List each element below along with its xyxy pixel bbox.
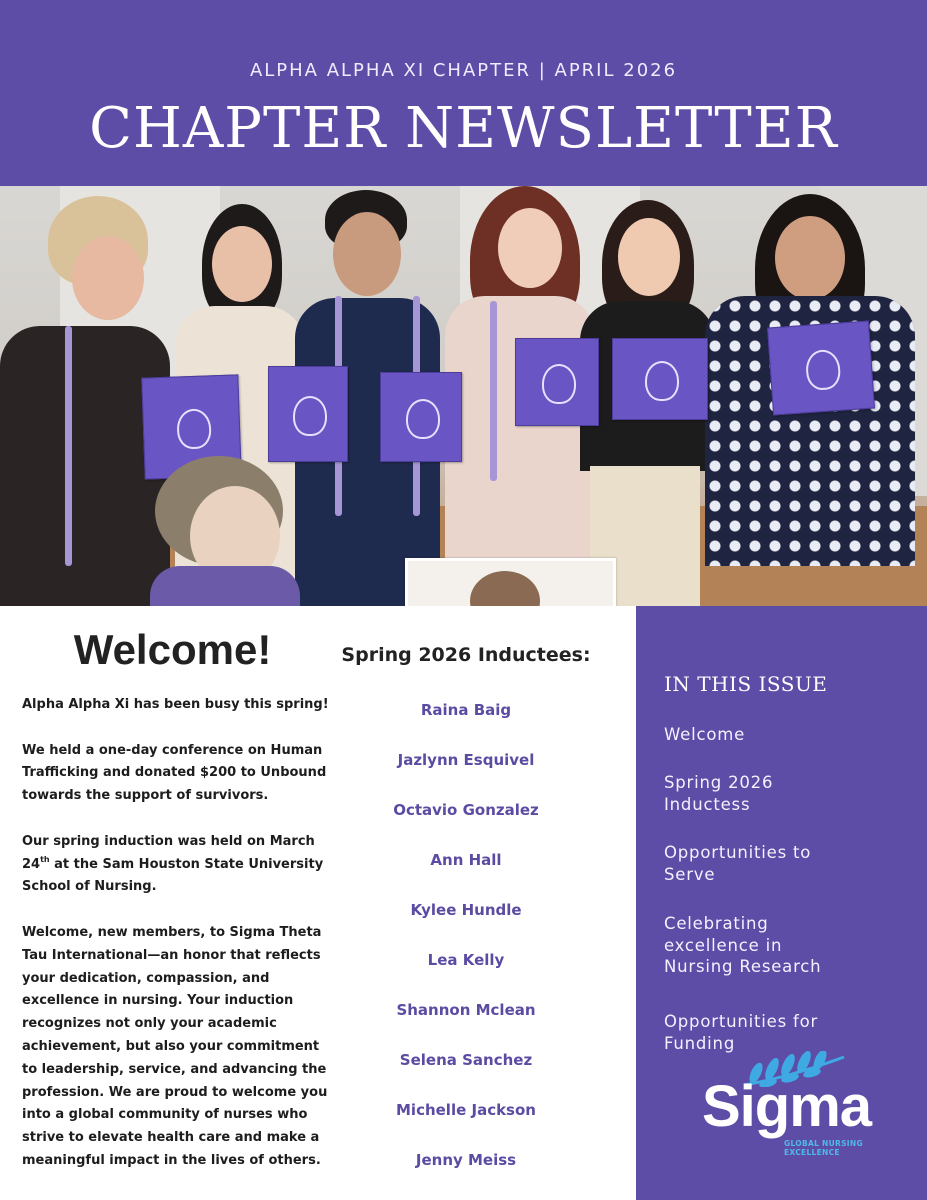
inductee-name: Jenny Meiss (415, 1151, 517, 1169)
welcome-section (0, 606, 345, 1200)
inductee-name: Kylee Hundle (410, 901, 522, 919)
inductee-name: Shannon Mclean (396, 1001, 536, 1019)
sidebar-heading: IN THIS ISSUE (664, 672, 828, 696)
certificate-folder (767, 321, 875, 416)
inductee-name: Ann Hall (430, 851, 502, 869)
welcome-paragraph: Alpha Alpha Xi has been busy this spring! (22, 697, 329, 712)
toc-item-nursing-research[interactable]: Celebrating excellence in Nursing Research (664, 914, 822, 976)
photo-frame (405, 558, 616, 606)
toc-item-inductees[interactable]: Spring 2026 Inductess (664, 773, 774, 814)
toc-item-opportunities-serve[interactable]: Opportunities to Serve (664, 843, 812, 884)
inductee-name: Octavio Gonzalez (393, 801, 539, 819)
welcome-paragraph: Our spring induction was held on March 24th at the Sam Houston State University School of Nursing. (22, 833, 324, 895)
inductee-name: Raina Baig (420, 701, 512, 719)
inductees-heading: Spring 2026 Inductees: (341, 644, 591, 666)
inductee-name: Michelle Jackson (396, 1101, 536, 1119)
inductee-name: Jazlynn Esquivel (397, 751, 535, 769)
chapter-date-line: ALPHA ALPHA XI CHAPTER | APRIL 2026 (249, 60, 678, 81)
in-this-issue-sidebar (636, 606, 927, 1200)
welcome-paragraph: We held a one-day conference on Human Trafficking and donated $200 to Unbound towards the support of survivors. (22, 742, 327, 804)
inductees-group-photo (0, 186, 927, 606)
toc-item-funding[interactable]: Opportunities for Funding (664, 1012, 819, 1053)
welcome-body (22, 694, 336, 1173)
sigma-logo (702, 1051, 882, 1157)
sigma-wordmark: Sigma (702, 1074, 872, 1139)
inductees-section (341, 606, 591, 1200)
newsletter-title: CHAPTER NEWSLETTER (89, 96, 838, 161)
toc-item-welcome[interactable]: Welcome (664, 725, 746, 744)
welcome-heading: Welcome! (73, 626, 272, 673)
inductee-name: Lea Kelly (427, 951, 505, 969)
welcome-paragraph: Welcome, new members, to Sigma Theta Tau International—an honor that reflects your dedication, compassion, and excellence in nursing. Your induction recognizes not only your academic achievement, but also your commitment to leadership, service, and advancing the profession. We are proud to welcome you into a global community of nurses who strive to elevate health care and make a meaningful impact in the lives of others. (22, 924, 328, 1168)
certificate-folder (380, 372, 462, 462)
certificate-folder (515, 338, 599, 426)
inductees-list (345, 699, 587, 1199)
certificate-folder (268, 366, 348, 462)
seated-person (150, 456, 290, 606)
inductee-name: Selena Sanchez (399, 1051, 533, 1069)
certificate-folder (612, 338, 708, 420)
sigma-tagline: GLOBAL NURSING EXCELLENCE (784, 1139, 863, 1157)
newsletter-header (0, 0, 927, 186)
